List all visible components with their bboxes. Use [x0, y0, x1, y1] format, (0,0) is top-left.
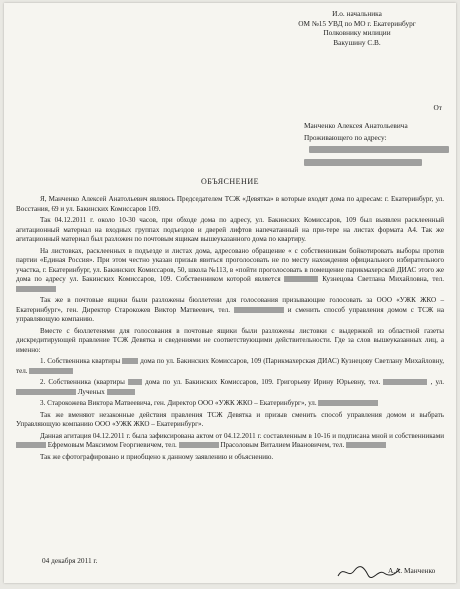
list-text: 1. Собственника квартиры — [40, 357, 121, 365]
addressee-block — [262, 9, 452, 47]
paragraph — [16, 432, 444, 451]
paragraph-text: Кузнецова Светлана Михайловна, тел. — [322, 275, 444, 283]
paragraph — [16, 247, 444, 295]
list-item — [16, 399, 444, 409]
redacted-text — [128, 379, 142, 385]
paragraph: Так же сфотографировано и приобщено к данному заявлению и объяснению. — [40, 452, 274, 461]
addressee-line: Полковнику милиции — [323, 28, 391, 38]
document-body — [16, 195, 444, 464]
redacted-address — [309, 146, 449, 153]
document-title: ОБЪЯСНЕНИЕ — [200, 177, 259, 186]
redacted-text — [107, 389, 135, 395]
redacted-text — [284, 276, 318, 282]
redacted-text — [122, 358, 138, 364]
redacted-text — [318, 400, 378, 406]
paragraph-text: и сменить способ управления домом с ТСЖ на управляющую компанию. — [16, 305, 444, 323]
document-date: 04 декабря 2011 г. — [42, 556, 98, 565]
from-label: От — [433, 103, 442, 112]
list-text: дома по ул. Бакинских Комиссаров, 109 — [140, 357, 262, 365]
document-page — [4, 3, 456, 583]
paragraph: Я, Манченко Алексей Анатольевич являюсь Председателем ТСЖ «Девятка» в которые входят дома по адресам: г. Екатеринбург, ул. Восстания, 69 и ул. Бакинских Комиссаров 109. — [16, 195, 444, 213]
paragraph-text: На листовках, расклеенных в подъезде и листах дома, адресовано обращение « с собственникам бойкотировать выборы против партии «Единая Россия». При этом честно указан призыв явиться проголосовать не по месту нахождения официального избирательного участка, г. Екатеринбург, ул. Бакинских Комиссаров, 50, школа №113, в «пойти проголосовать в помещение парикмахерской ДИАС этого же дома по адресу ул. Бакинских Комиссаров, 109. Собственником которой является — [16, 246, 444, 283]
redacted-phone — [179, 442, 219, 448]
paragraph-text: Прасоловым Виталием Ивановичем, тел. — [220, 441, 345, 449]
signer-name: А.А. Манченко — [388, 566, 436, 575]
redacted-phone — [16, 286, 56, 292]
paragraph: Вместе с бюллетенями для голосования в почтовые ящики были разложены листовки с выдержкой из областной газеты дискредитирующей правление ТСЖ Девятка и сведениями не соответствующими действительности. Где за слов вышеуказанных лиц, а именно: — [16, 326, 444, 354]
sender-address-label: Проживающего по адресу: — [304, 133, 387, 142]
paragraph: Так же вменяют незаконные действия правления ТСЖ Девятка и призыв сменить способ управления домом и выбрать Управляющую компанию ООО «УЖК ЖКО – Екатеринбург». — [16, 410, 444, 428]
paragraph-text: Ефремовым Максимом Георгиевичем, тел. — [47, 441, 177, 449]
paragraph: Так 04.12.2011 г. около 10-30 часов, при обходе дома по адресу, ул. Бакинских Комиссаров, 109 был выявлен расклеенный агитационный материал на входных группах подъездов и дверей лифтов напечатанный на при-тере на листах формата А4. Так же агитационный материал был разложен по почтовым ящикам вышеуказанного дома по квартиру. — [16, 216, 444, 243]
list-text: 2. Собственника (квартиры — [40, 378, 125, 386]
paragraph — [16, 296, 444, 325]
list-text: (Парикмахерская ДИАС) Кузнецову Светлану Михайловну, тел. — [16, 357, 444, 375]
list-text: дома по ул. Бакинских Комиссаров, 109. Григорьеву Ирину Юрьевну, тел. — [145, 378, 381, 386]
list-item — [16, 378, 444, 397]
addressee-line: ОМ №15 УВД по МО г. Екатеринбург — [298, 18, 416, 28]
redacted-phone — [346, 442, 386, 448]
redacted-text — [16, 442, 46, 448]
redacted-address — [304, 159, 422, 166]
redacted-phone — [234, 307, 284, 313]
paragraph-text: Данная агитация 04.12.2011 г. была зафиксирована актом от 04.12.2011 г. составленным в 10-16 и подписана мной и собственниками — [40, 431, 444, 440]
list-text: 3. Старокожева Виктора Матвеевича, ген. Директор ООО «УЖК ЖКО – Екатеринбург», ул. — [40, 399, 317, 407]
addressee-line: И.о. начальника — [332, 9, 382, 18]
addressee-line: Вакушину С.В. — [333, 37, 381, 47]
redacted-text — [16, 389, 76, 395]
redacted-phone — [29, 368, 73, 374]
list-item — [16, 357, 444, 376]
paragraph-text: Так же в почтовые ящики были разложены бюллетени для голосования призывающие голосовать за ООО «УЖК ЖКО – Екатеринбург», ген. Директор Старокожев Виктор Матвеевич, тел. — [16, 296, 444, 314]
redacted-phone — [383, 379, 427, 385]
list-text: , ул. — [430, 378, 445, 386]
sender-name: Манченко Алексея Анатольевича — [304, 121, 408, 130]
list-text: Лученых — [77, 387, 105, 396]
